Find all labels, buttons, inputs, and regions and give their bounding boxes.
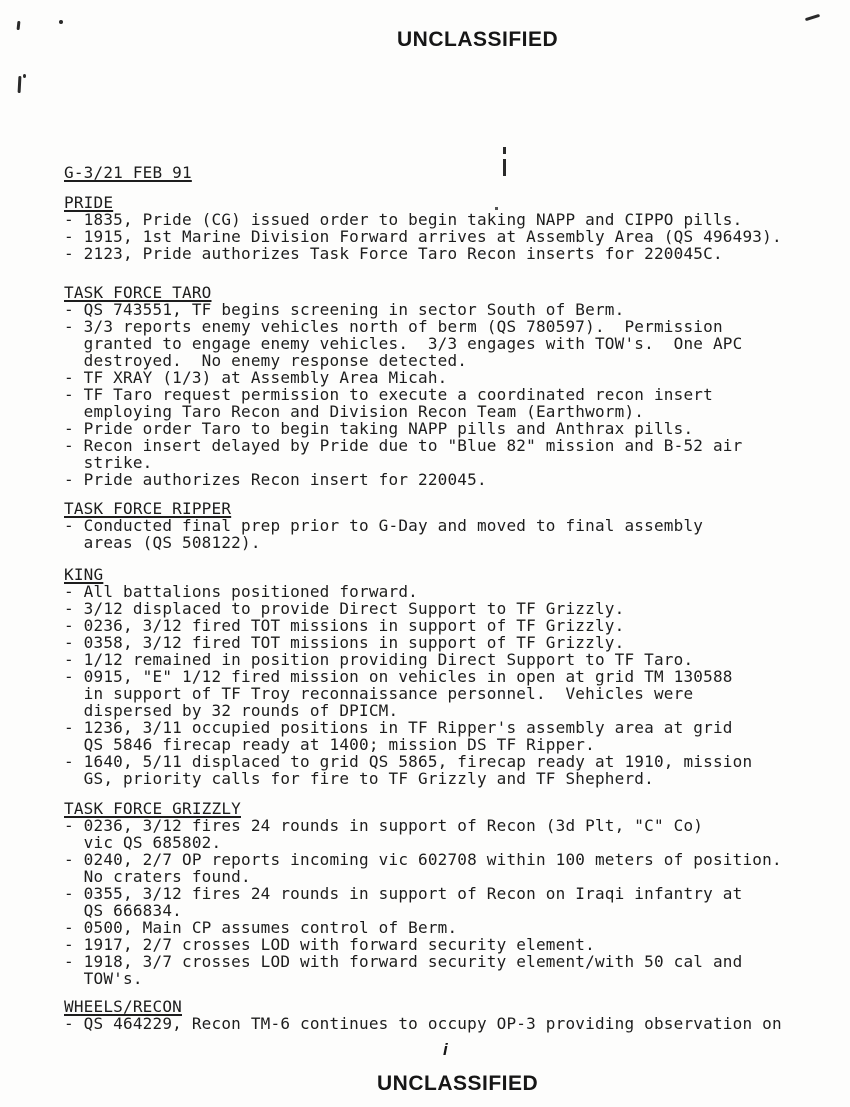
section-task-force-taro — [64, 284, 742, 488]
text-line: in support of TF Troy reconnaissance personnel. Vehicles were — [64, 684, 694, 703]
section-lines — [64, 1015, 782, 1032]
text-line: QS 666834. — [64, 901, 182, 920]
classification-footer: UNCLASSIFIED — [377, 1072, 539, 1095]
text-line: employing Taro Recon and Division Recon Team (Earthworm). — [64, 402, 645, 421]
section-heading: TASK FORCE RIPPER — [64, 499, 232, 518]
text-line: - 3/3 reports enemy vehicles north of berm (QS 780597). Permission — [64, 317, 723, 336]
scan-artifact-mark — [17, 21, 21, 30]
section-task-force-grizzly — [64, 800, 782, 987]
text-line: - 0358, 3/12 fired TOT missions in support of TF Grizzly. — [64, 633, 625, 652]
section-pride — [64, 194, 782, 262]
text-line: - QS 464229, Recon TM-6 continues to occupy OP-3 providing observation on — [64, 1014, 782, 1033]
text-line: granted to engage enemy vehicles. 3/3 engages with TOW's. One APC — [64, 334, 743, 353]
section-task-force-ripper — [64, 500, 703, 551]
text-line: - Recon insert delayed by Pride due to "Blue 82" mission and B-52 air — [64, 436, 743, 455]
page-number: i — [443, 1040, 448, 1059]
text-line: - 3/12 displaced to provide Direct Support to TF Grizzly. — [64, 599, 625, 618]
text-line: TOW's. — [64, 969, 143, 988]
scan-artifact-bar — [503, 159, 506, 176]
text-line: - 1640, 5/11 displaced to grid QS 5865, firecap ready at 1910, mission — [64, 752, 753, 771]
text-line: - 0240, 2/7 OP reports incoming vic 602708 within 100 meters of position. — [64, 850, 782, 869]
text-line: - 1/12 remained in position providing Direct Support to TF Taro. — [64, 650, 694, 669]
scan-artifact-tick — [18, 76, 22, 93]
text-line: - Pride order Taro to begin taking NAPP pills and Anthrax pills. — [64, 419, 694, 438]
section-lines — [64, 301, 742, 488]
text-line: - 0915, "E" 1/12 fired mission on vehicles in open at grid TM 130588 — [64, 667, 733, 686]
text-line: strike. — [64, 453, 153, 472]
text-line: GS, priority calls for fire to TF Grizzly and TF Shepherd. — [64, 769, 654, 788]
section-heading: WHEELS/RECON — [64, 997, 182, 1016]
section-heading: TASK FORCE GRIZZLY — [64, 799, 241, 818]
classification-header: UNCLASSIFIED — [397, 28, 559, 51]
scan-artifact-bar — [503, 147, 506, 154]
text-line: QS 5846 firecap ready at 1400; mission DS TF Ripper. — [64, 735, 595, 754]
text-line: - All battalions positioned forward. — [64, 582, 418, 601]
scan-artifact-tick — [23, 74, 26, 78]
text-line: - Pride authorizes Recon insert for 220045. — [64, 470, 487, 489]
text-line: - TF Taro request permission to execute a coordinated recon insert — [64, 385, 713, 404]
scan-artifact-dash — [805, 14, 820, 21]
text-line: - 0355, 3/12 fires 24 rounds in support of Recon on Iraqi infantry at — [64, 884, 743, 903]
text-line: areas (QS 508122). — [64, 533, 261, 552]
text-line: - 1918, 3/7 crosses LOD with forward security element/with 50 cal and — [64, 952, 743, 971]
text-line: - 0236, 3/12 fires 24 rounds in support of Recon (3d Plt, "C" Co) — [64, 816, 704, 835]
text-line: - TF XRAY (1/3) at Assembly Area Micah. — [64, 368, 448, 387]
text-line: - QS 743551, TF begins screening in sector South of Berm. — [64, 300, 625, 319]
section-wheels-recon — [64, 998, 782, 1032]
section-lines — [64, 817, 782, 987]
section-lines — [64, 517, 703, 551]
text-line: - 0500, Main CP assumes control of Berm. — [64, 918, 458, 937]
text-line: - 2123, Pride authorizes Task Force Taro Recon inserts for 220045C. — [64, 244, 723, 263]
text-line: - 1835, Pride (CG) issued order to begin taking NAPP and CIPPO pills. — [64, 210, 743, 229]
text-line: destroyed. No enemy response detected. — [64, 351, 468, 370]
section-heading: KING — [64, 565, 104, 584]
text-line: - 0236, 3/12 fired TOT missions in support of TF Grizzly. — [64, 616, 625, 635]
scan-artifact-dot — [59, 20, 63, 24]
section-heading: TASK FORCE TARO — [64, 283, 212, 302]
section-king — [64, 566, 752, 787]
section-lines — [64, 583, 752, 787]
text-line: - 1917, 2/7 crosses LOD with forward security element. — [64, 935, 595, 954]
section-heading: PRIDE — [64, 193, 114, 212]
text-line: - 1236, 3/11 occupied positions in TF Ripper's assembly area at grid — [64, 718, 733, 737]
text-line: - Conducted final prep prior to G-Day and moved to final assembly — [64, 516, 704, 535]
text-line: No craters found. — [64, 867, 251, 886]
text-line: dispersed by 32 rounds of DPICM. — [64, 701, 399, 720]
section-lines — [64, 211, 782, 262]
text-line: vic QS 685802. — [64, 833, 222, 852]
journal-date-heading: G-3/21 FEB 91 — [64, 163, 192, 182]
text-line: - 1915, 1st Marine Division Forward arrives at Assembly Area (QS 496493). — [64, 227, 782, 246]
